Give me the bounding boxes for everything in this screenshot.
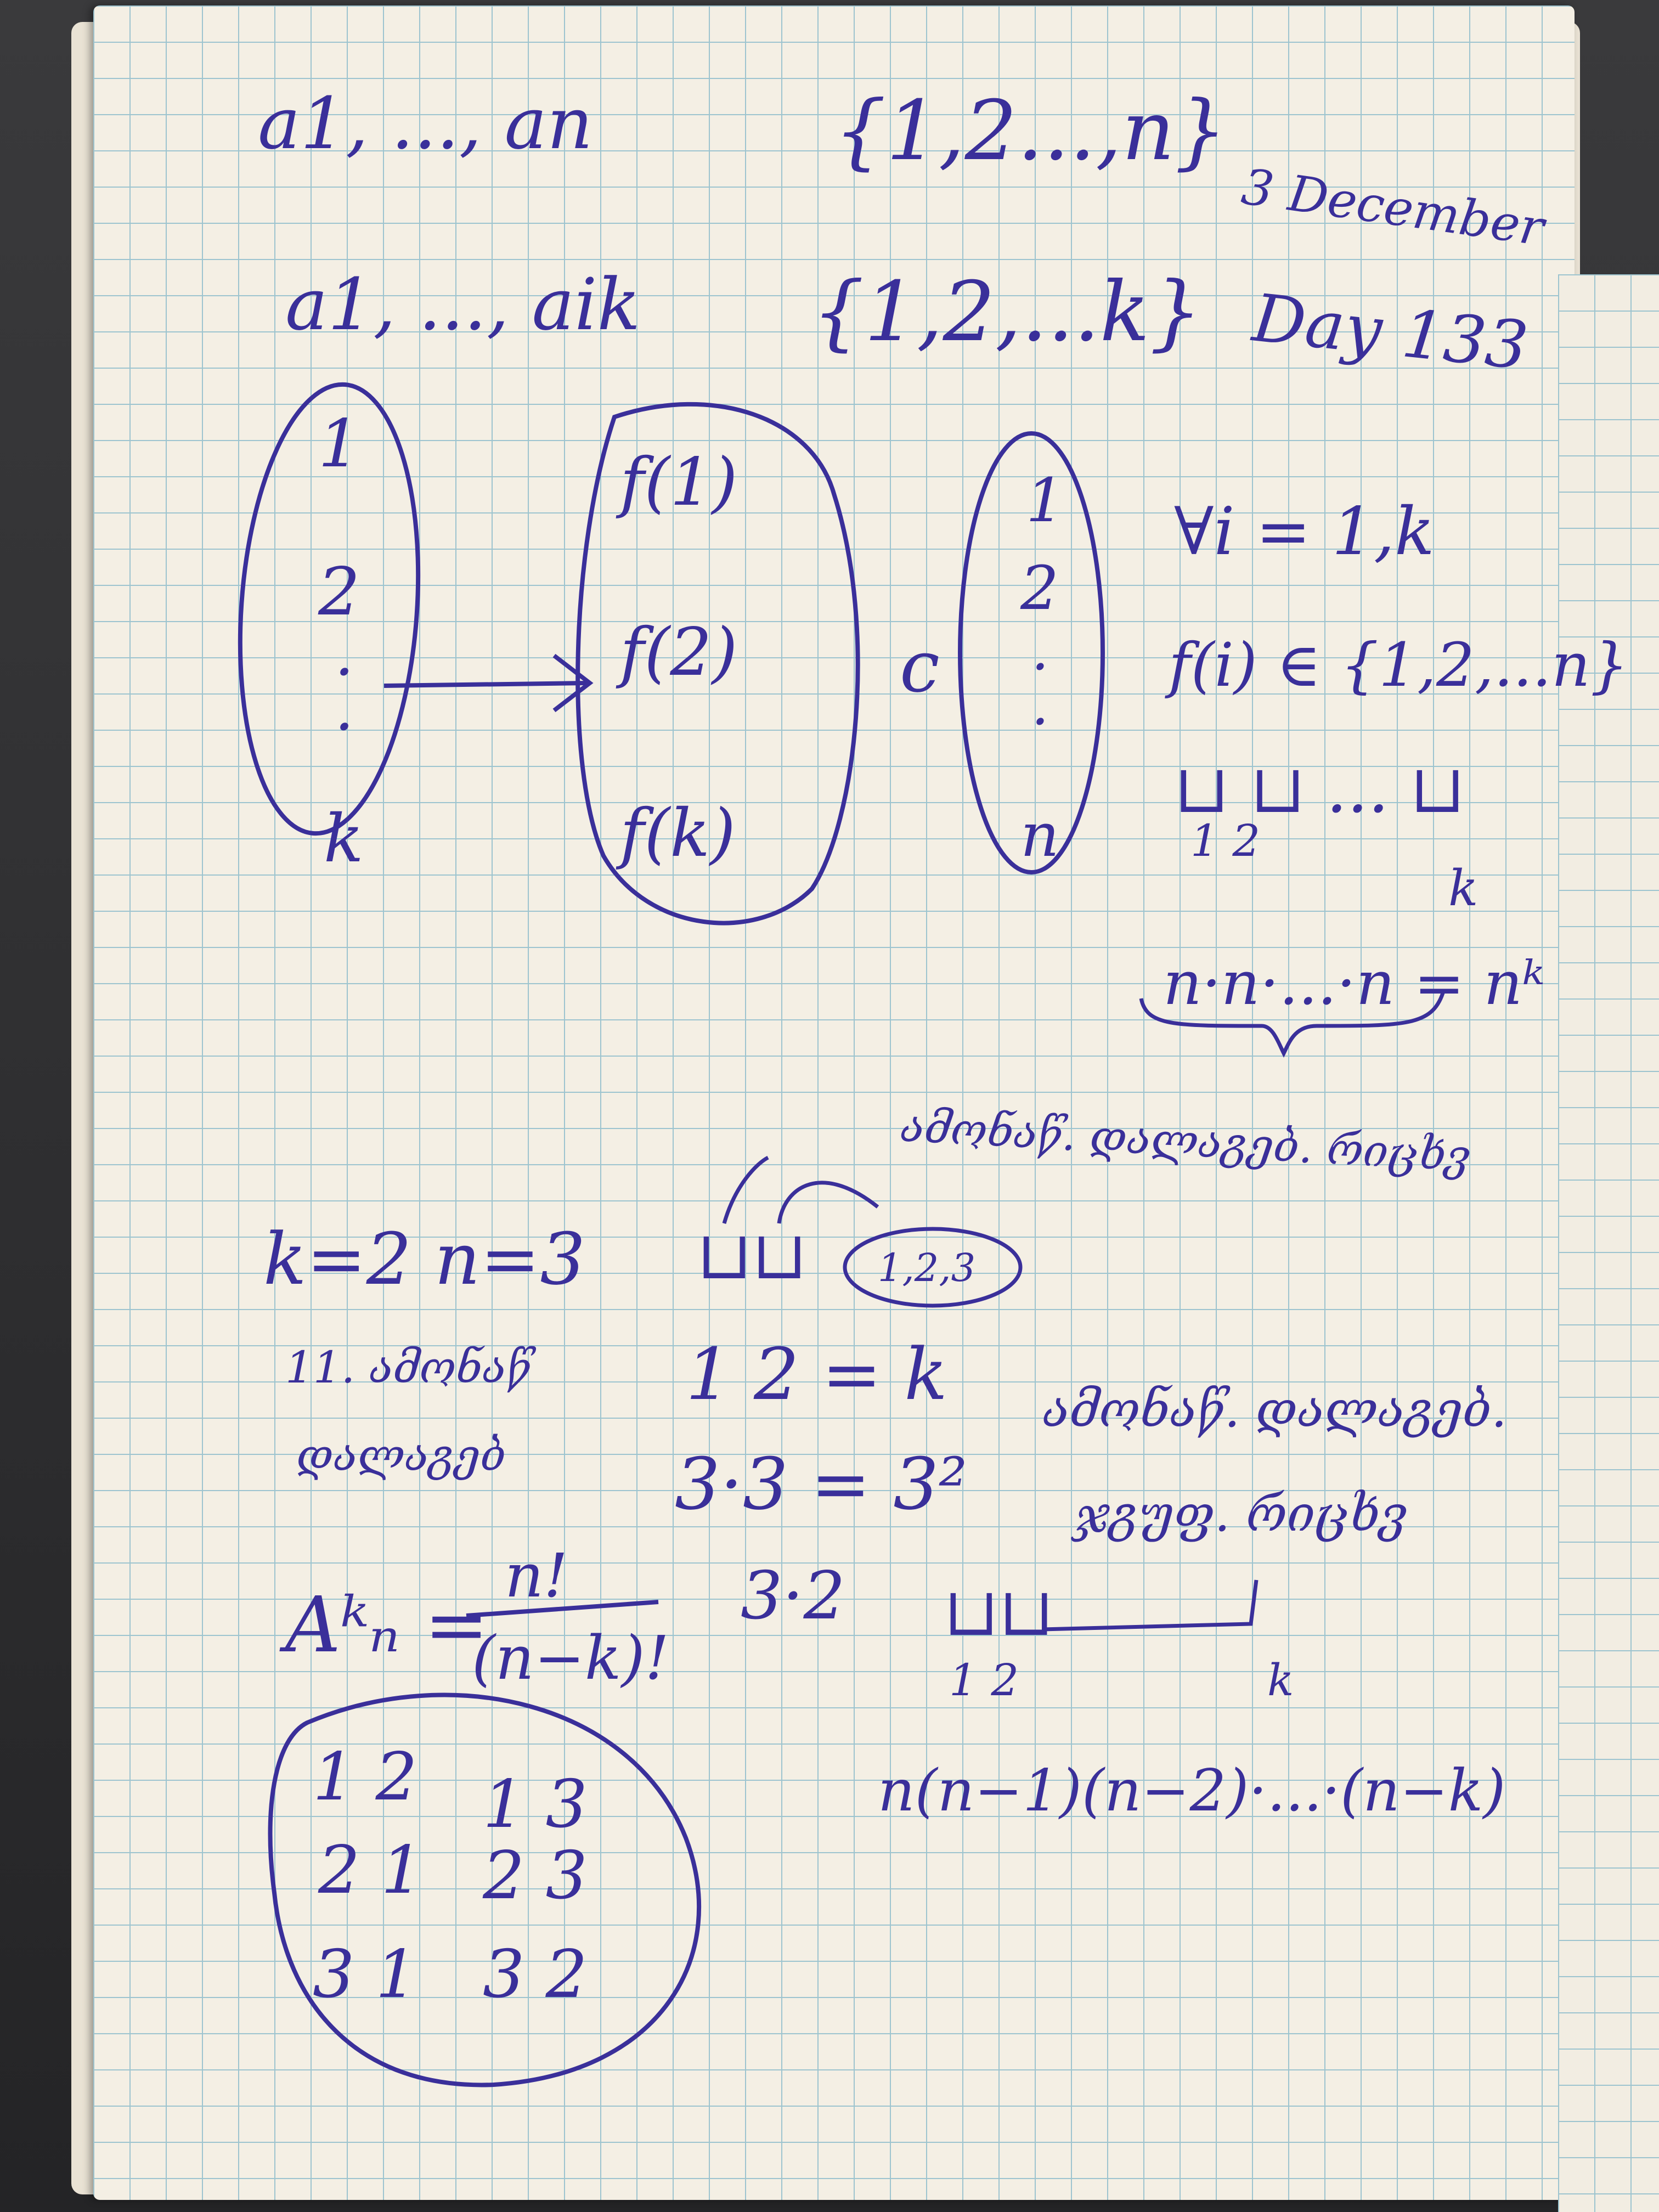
choice-arrows (724, 1158, 878, 1223)
slots-note: ⊔ ⊔ ... ⊔ (1174, 752, 1465, 828)
codomain-item-1: 1 (1026, 465, 1064, 535)
domain-item-k: k (324, 801, 364, 877)
slot-k-label: k (1448, 860, 1479, 917)
example-line2b: 3·3 = 3² (675, 1442, 968, 1526)
image-f2: f(2) (620, 614, 738, 691)
sequence-k: a1, ..., aik (285, 263, 641, 346)
set-n: {1,2...,n} (834, 83, 1227, 179)
formula-mid: 3·2 (741, 1558, 845, 1634)
example-slots: ⊔⊔ (697, 1218, 808, 1294)
pair-2: 1 3 (483, 1767, 588, 1843)
falling-factorial: n(n−1)(n−2)·...·(n−k) (878, 1757, 1506, 1824)
domain-dot-2: . (335, 674, 354, 744)
codomain-dot-1: . (1031, 618, 1049, 682)
example-line1b: 1 2 = k (686, 1333, 948, 1416)
domain-item-1: 1 (318, 406, 360, 482)
georgian-note-3: ჯგუფ. რიცხვ (1075, 1485, 1408, 1543)
example-slots-2: ⊔⊔ (944, 1575, 1054, 1651)
pair-3: 2 1 (318, 1832, 423, 1909)
slot-k-label-2: k (1267, 1655, 1294, 1706)
pair-6: 3 2 (483, 1937, 588, 2013)
choices-text: 1,2,3 (878, 1245, 976, 1290)
set-k: {1,2,...k} (812, 264, 1203, 360)
sequence-n: a1, ..., an (258, 82, 593, 165)
codomain-item-n: n (1020, 800, 1059, 870)
image-fk: f(k) (620, 795, 736, 872)
slots-line (1042, 1580, 1256, 1629)
forall-note: ∀i = 1,k (1174, 494, 1435, 570)
slot-labels-2: 1 2 (949, 1655, 1019, 1706)
product-note: n·n·...·n = nᵏ (1163, 948, 1545, 1018)
membership-note: f(i) ∈ {1,2,...n} (1169, 630, 1629, 700)
example-params: k=2 n=3 (263, 1217, 586, 1301)
formula-numerator: n! (505, 1541, 568, 1611)
domain-item-2: 2 (318, 554, 360, 630)
example-line1: 11. ამონაწ (285, 1342, 531, 1393)
georgian-note-2: ამონაწ. დალაგებ. (1042, 1381, 1507, 1438)
date-note: 3 December (1238, 157, 1548, 257)
pair-1: 1 2 (313, 1739, 417, 1815)
mapping-arrow (384, 683, 587, 686)
domain-dot-1: . (335, 619, 354, 689)
subset-sign: c (900, 625, 940, 708)
day-note: Day 133 (1249, 280, 1532, 385)
slot-labels: 1 2 (1190, 815, 1261, 866)
codomain-item-2: 2 (1020, 553, 1059, 623)
pair-4: 2 3 (483, 1838, 588, 1914)
image-f1: f(1) (620, 444, 738, 521)
formula-lhs: Aᵏₙ = (285, 1581, 489, 1670)
georgian-note-1: ამონაწ. დალაგებ. რიცხვ (899, 1101, 1472, 1182)
codomain-dot-2: . (1031, 673, 1049, 737)
pair-5: 3 1 (313, 1937, 417, 2013)
example-line2: დალაგებ (296, 1430, 506, 1481)
formula-denominator: (n−k)! (472, 1623, 669, 1693)
